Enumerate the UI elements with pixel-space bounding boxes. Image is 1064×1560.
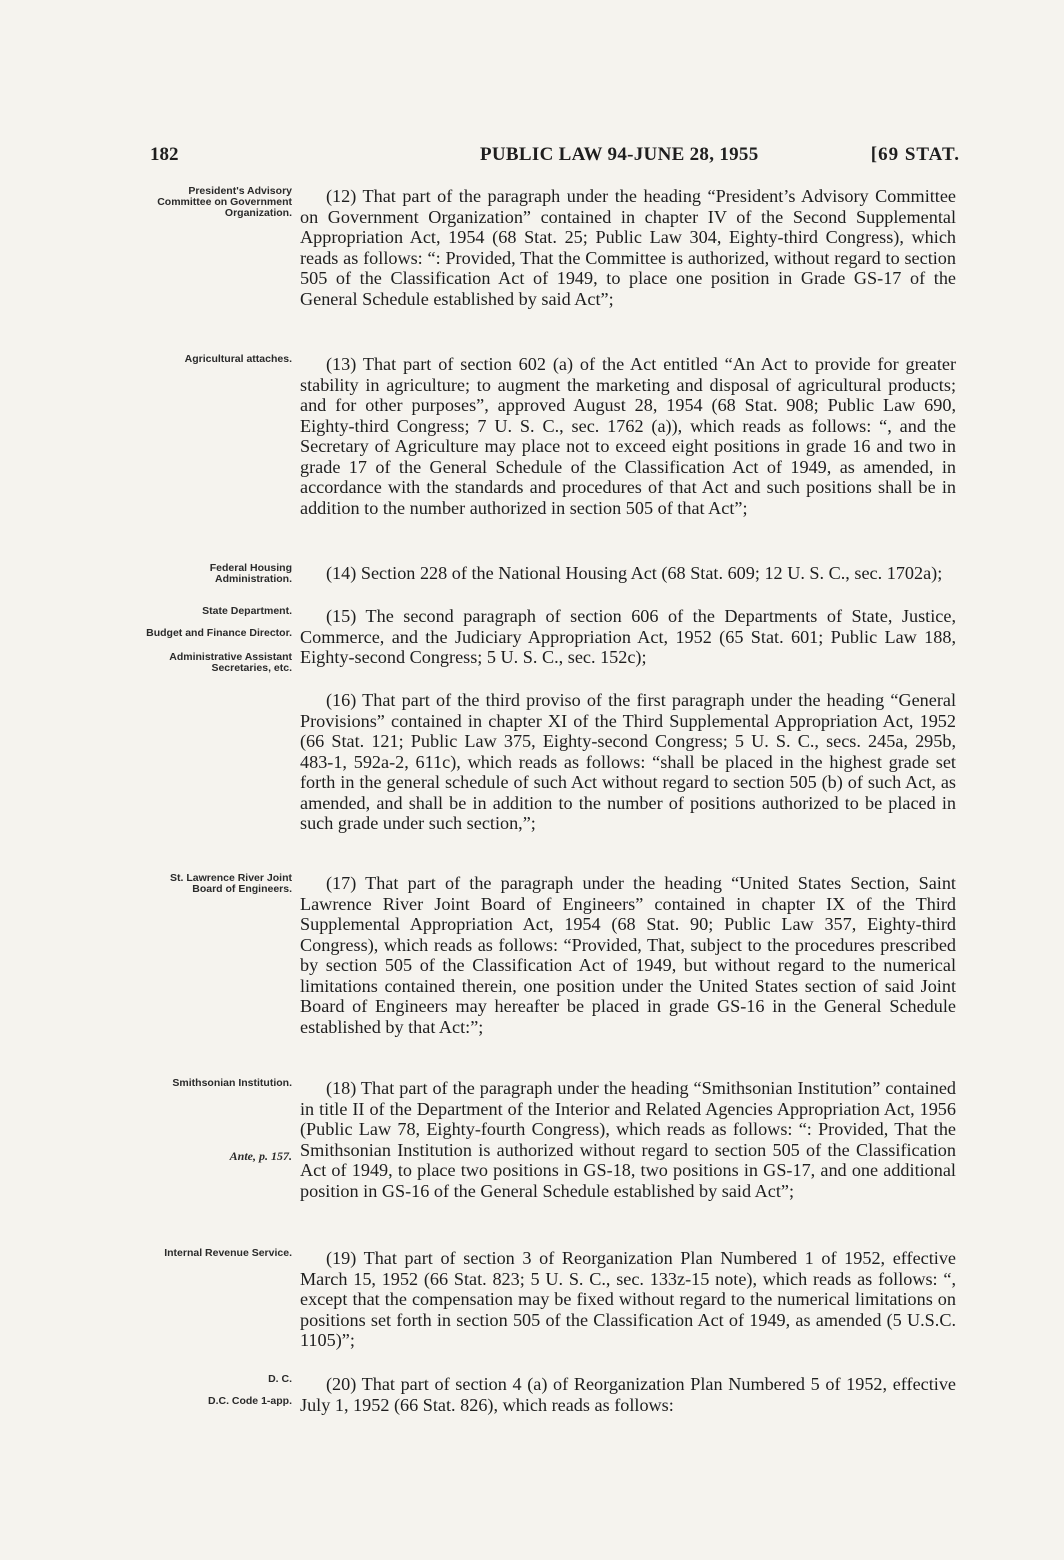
margin-note-ante-reference: Ante, p. 157. — [229, 1149, 292, 1163]
margin-note-presidents-committee: President's Advisory Committee on Government Organization. — [157, 185, 292, 219]
margin-note-dc: D. C. — [268, 1373, 292, 1385]
paragraph-16: (16) That part of the third proviso of the first paragraph under the heading “General Provisions” contained in chapter XI of the Third Supplemental Appropriation Act, 1952 (66 Stat. 121; Public Law 375, Eighty-second Congress; 5 U. S. C., secs. 245a, 295b, 483-1, 592a-2, 611c), which reads as follows: “shall be placed in the highest grade set forth in the general schedule of such Act without regard to section 505 (b) of such Act, as amended, and shall be in addition to the number of positions authorized to be placed in such grade under such section,”; — [300, 690, 956, 833]
margin-note-state-department: State Department. — [202, 605, 292, 617]
margin-note-dc-code: D.C. Code 1-app. — [207, 1395, 292, 1407]
margin-note-federal-housing: Federal Housing Administration. — [209, 562, 292, 585]
paragraph-13: (13) That part of section 602 (a) of the Act entitled “An Act to provide for greater stability in agriculture; to augment the marketing and disposal of agricultural products; and for other purposes”, approved August 28, 1954 (68 Stat. 908; Public Law 690, Eighty-third Congress; 7 U. S. C., sec. 1762 (a)), which reads as follows: “, and the Secretary of Agriculture may place not to exceed eight positions in grade 16 and two in grade 17 of the General Schedule of the Classification Act of 1949, as amended, in accordance with the standards and procedures of that Act and such positions shall be in addition to the number authorized in section 505 of that Act”; — [300, 354, 956, 518]
paragraph-12: (12) That part of the paragraph under the heading “President’s Advisory Committee on Government Organization” contained in chapter IV of the Second Supplemental Appropriation Act, 1954 (68 Stat. 25; Public Law 304, Eighty-third Congress), which reads as follows: “: Provided, That the Committee is authorized, without regard to section 505 of the Classification Act of 1949, to place one position in Grade GS-17 of the General Schedule established by said Act”; — [300, 186, 956, 309]
margin-note-internal-revenue: Internal Revenue Service. — [164, 1247, 292, 1259]
paragraph-19: (19) That part of section 3 of Reorganization Plan Numbered 1 of 1952, effective March 15, 1952 (66 Stat. 823; 5 U. S. C., sec. 133z-15 note), which reads as follows: “, except that the compensation may be fixed without regard to the numerical limitations on positions set forth in section 505 of the Classification Act of 1949, as amended (5 U.S.C. 1105)”; — [300, 1248, 956, 1350]
paragraph-17: (17) That part of the paragraph under the heading “United States Section, Saint Lawrence River Joint Board of Engineers” contained in chapter IX of the Third Supplemental Appropriation Act, 1954 (68 Stat. 90; Public Law 357, Eighty-third Congress), which reads as follows: “Provided, That, subject to the procedures prescribed by section 505 of the Classification Act of 1949, but without regard to the numerical limitations contained therein, one position under the United States section of said Joint Board of Engineers may hereafter be placed in grade GS-16 in the General Schedule established by that Act:”; — [300, 873, 956, 1037]
margin-note-st-lawrence: St. Lawrence River Joint Board of Engineers. — [170, 872, 292, 895]
margin-note-agricultural-attaches: Agricultural attaches. — [184, 353, 292, 365]
margin-note-budget-finance: Budget and Finance Director. — [146, 627, 292, 639]
paragraph-15: (15) The second paragraph of section 606 of the Departments of State, Justice, Commerce, and the Judiciary Appropriation Act, 1952 (65 Stat. 601; Public Law 188, Eighty-second Congress; 5 U. S. C., sec. 152c); — [300, 606, 956, 667]
page-header — [150, 144, 960, 174]
statute-reference: [69 STAT. — [870, 144, 960, 165]
paragraph-18: (18) That part of the paragraph under the heading “Smithsonian Institution” contained in title II of the Department of the Interior and Related Agencies Appropriation Act, 1956 (Public Law 78, Eighty-fourth Congress), which reads as follows: “: Provided, That the Smithsonian Institution is authorized without regard to section 505 of the Classification Act of 1949, to place two positions in GS-18, two positions in GS-17, and one additional position in GS-16 of the General Schedule established by said Act”; — [300, 1078, 956, 1201]
paragraph-20: (20) That part of section 4 (a) of Reorganization Plan Numbered 5 of 1952, effective July 1, 1952 (66 Stat. 826), which reads as follows: — [300, 1374, 956, 1415]
running-title: PUBLIC LAW 94-JUNE 28, 1955 — [480, 144, 759, 165]
page-number: 182 — [150, 144, 179, 165]
margin-note-smithsonian: Smithsonian Institution. — [172, 1077, 292, 1089]
paragraph-14: (14) Section 228 of the National Housing Act (68 Stat. 609; 12 U. S. C., sec. 1702a); — [326, 563, 943, 583]
margin-note-admin-assistant: Administrative Assistant Secretaries, etc. — [169, 651, 292, 674]
